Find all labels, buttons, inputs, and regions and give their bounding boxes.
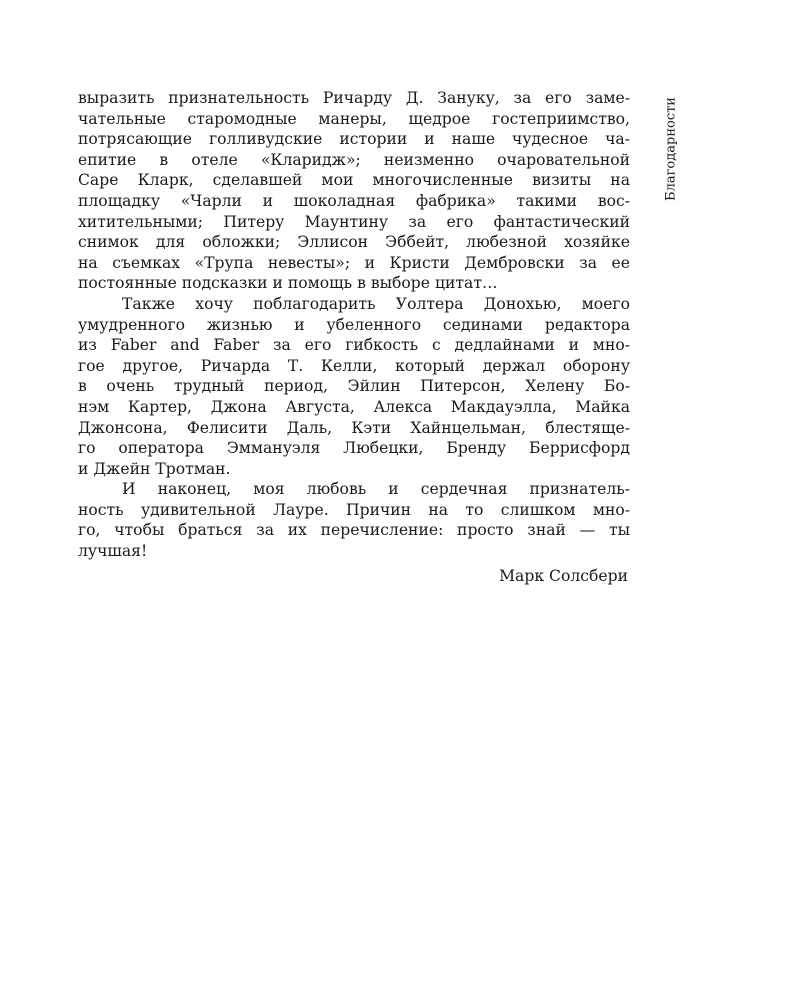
text-line: снимок для обложки; Эллисон Эббейт, любезной хозяйке [78, 233, 630, 252]
text-line: постоянные подсказки и помощь в выборе цитат… [78, 274, 498, 293]
text-line: лучшая! [78, 542, 148, 561]
text-line: хитительными; Питеру Маунтину за его фантастический [78, 212, 630, 231]
text-line: на съемках «Трупа невесты»; и Кристи Дембровски за ее [78, 253, 630, 272]
text-line: нэм Картер, Джона Августа, Алекса Макдауэлла, Майка [78, 397, 630, 416]
text-line: И наконец, моя любовь и сердечная признатель- [122, 480, 630, 499]
text-line: умудренного жизнью и убеленного сединами редактора [78, 315, 630, 334]
acknowledgements-text [78, 88, 630, 562]
text-line: Также хочу поблагодарить Уолтера Донохью, моего [122, 294, 630, 313]
text-line: и Джейн Тротман. [78, 459, 231, 478]
paragraph-3 [78, 479, 630, 561]
text-line: го оператора Эммануэля Любецки, Бренду Беррисфорд [78, 439, 630, 458]
text-line: епитие в отеле «Кларидж»; неизменно очаровательной [78, 150, 630, 169]
text-line: Саре Кларк, сделавшей мои многочисленные визиты на [78, 171, 630, 190]
text-line: Джонсона, Фелисити Даль, Кэти Хайнцельман, блестяще- [78, 418, 630, 437]
text-line: го, чтобы браться за их перечисление: просто знай — ты [78, 521, 630, 540]
text-line: ность удивительной Лауре. Причин на то слишком мно- [78, 500, 630, 519]
author-signature: Марк Солсбери [499, 567, 628, 585]
text-line: выразить признательность Ричарду Д. Зануку, за его заме- [78, 89, 630, 107]
text-line: гое другое, Ричарда Т. Келли, который держал оборону [78, 356, 630, 375]
text-line: в очень трудный период, Эйлин Питерсон, Хелену Бо- [78, 377, 630, 396]
running-head-text: Благодарности [663, 97, 679, 201]
text-line: из Faber and Faber за его гибкость с дедлайнами и мно- [78, 336, 630, 355]
text-line: площадку «Чарли и шоколадная фабрика» такими вос- [78, 191, 630, 210]
paragraph-2 [78, 294, 630, 479]
text-line: чательные старомодные манеры, щедрое гостеприимство, [78, 109, 630, 128]
paragraph-1 [78, 88, 630, 294]
text-line: потрясающие голливудские истории и наше чудесное ча- [78, 130, 630, 149]
running-head [660, 84, 682, 214]
